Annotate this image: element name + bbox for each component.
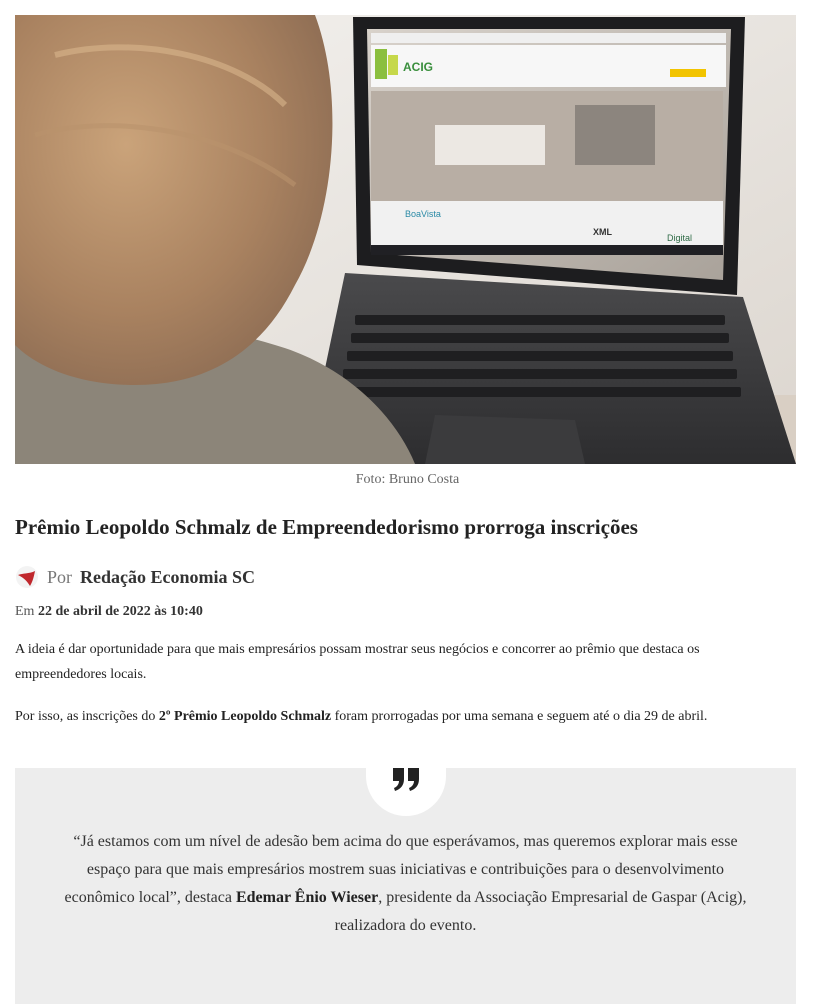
date-prefix: Em bbox=[15, 604, 35, 619]
publish-date bbox=[15, 604, 203, 620]
quote-badge bbox=[366, 746, 446, 816]
quote-text bbox=[55, 828, 756, 940]
screen-brand-xml: XML bbox=[593, 227, 612, 237]
author-logo-icon bbox=[15, 565, 39, 589]
screen-brand-boavista: BoaVista bbox=[405, 209, 441, 219]
author-prefix: Por bbox=[47, 566, 73, 587]
paragraph2-bold: 2º Prêmio Leopoldo Schmalz bbox=[158, 709, 332, 724]
article-paragraph-2 bbox=[15, 704, 785, 729]
photo-caption: Foto: Bruno Costa bbox=[355, 472, 460, 487]
article-hero-image bbox=[15, 15, 796, 464]
article-title: Prêmio Leopoldo Schmalz de Empreendedorismo prorroga inscrições bbox=[15, 515, 638, 539]
author-name-link[interactable]: Redação Economia SC bbox=[80, 566, 256, 587]
quote-text-before: “Já estamos com um nível de adesão bem acima do que esperávamos, mas queremos explorar mais esse espaço para que mais empresários mostrem suas iniciativas e contribuições para o desenvolvimento econômico local”, destaca bbox=[64, 833, 738, 906]
date-value: 22 de abril de 2022 às 10:40 bbox=[37, 604, 203, 619]
quote-mark-icon bbox=[391, 766, 421, 797]
blockquote bbox=[15, 768, 796, 1004]
quote-text-after: , presidente da Associação Empresarial de Gaspar (Acig), realizadora do evento. bbox=[334, 889, 747, 934]
author-line bbox=[15, 564, 255, 590]
article-paragraph-1: A ideia é dar oportunidade para que mais empresários possam mostrar seus negócios e concorrer ao prêmio que destaca os empreendedores locais. bbox=[15, 642, 700, 682]
quote-speaker: Edemar Ênio Wieser bbox=[235, 889, 379, 906]
paragraph2-before: Por isso, as inscrições do bbox=[15, 709, 159, 724]
screen-brand-digital: Digital bbox=[667, 233, 693, 243]
paragraph2-after: foram prorrogadas por uma semana e seguem até o dia 29 de abril. bbox=[331, 709, 708, 724]
screen-logo-text: ACIG bbox=[403, 60, 433, 74]
